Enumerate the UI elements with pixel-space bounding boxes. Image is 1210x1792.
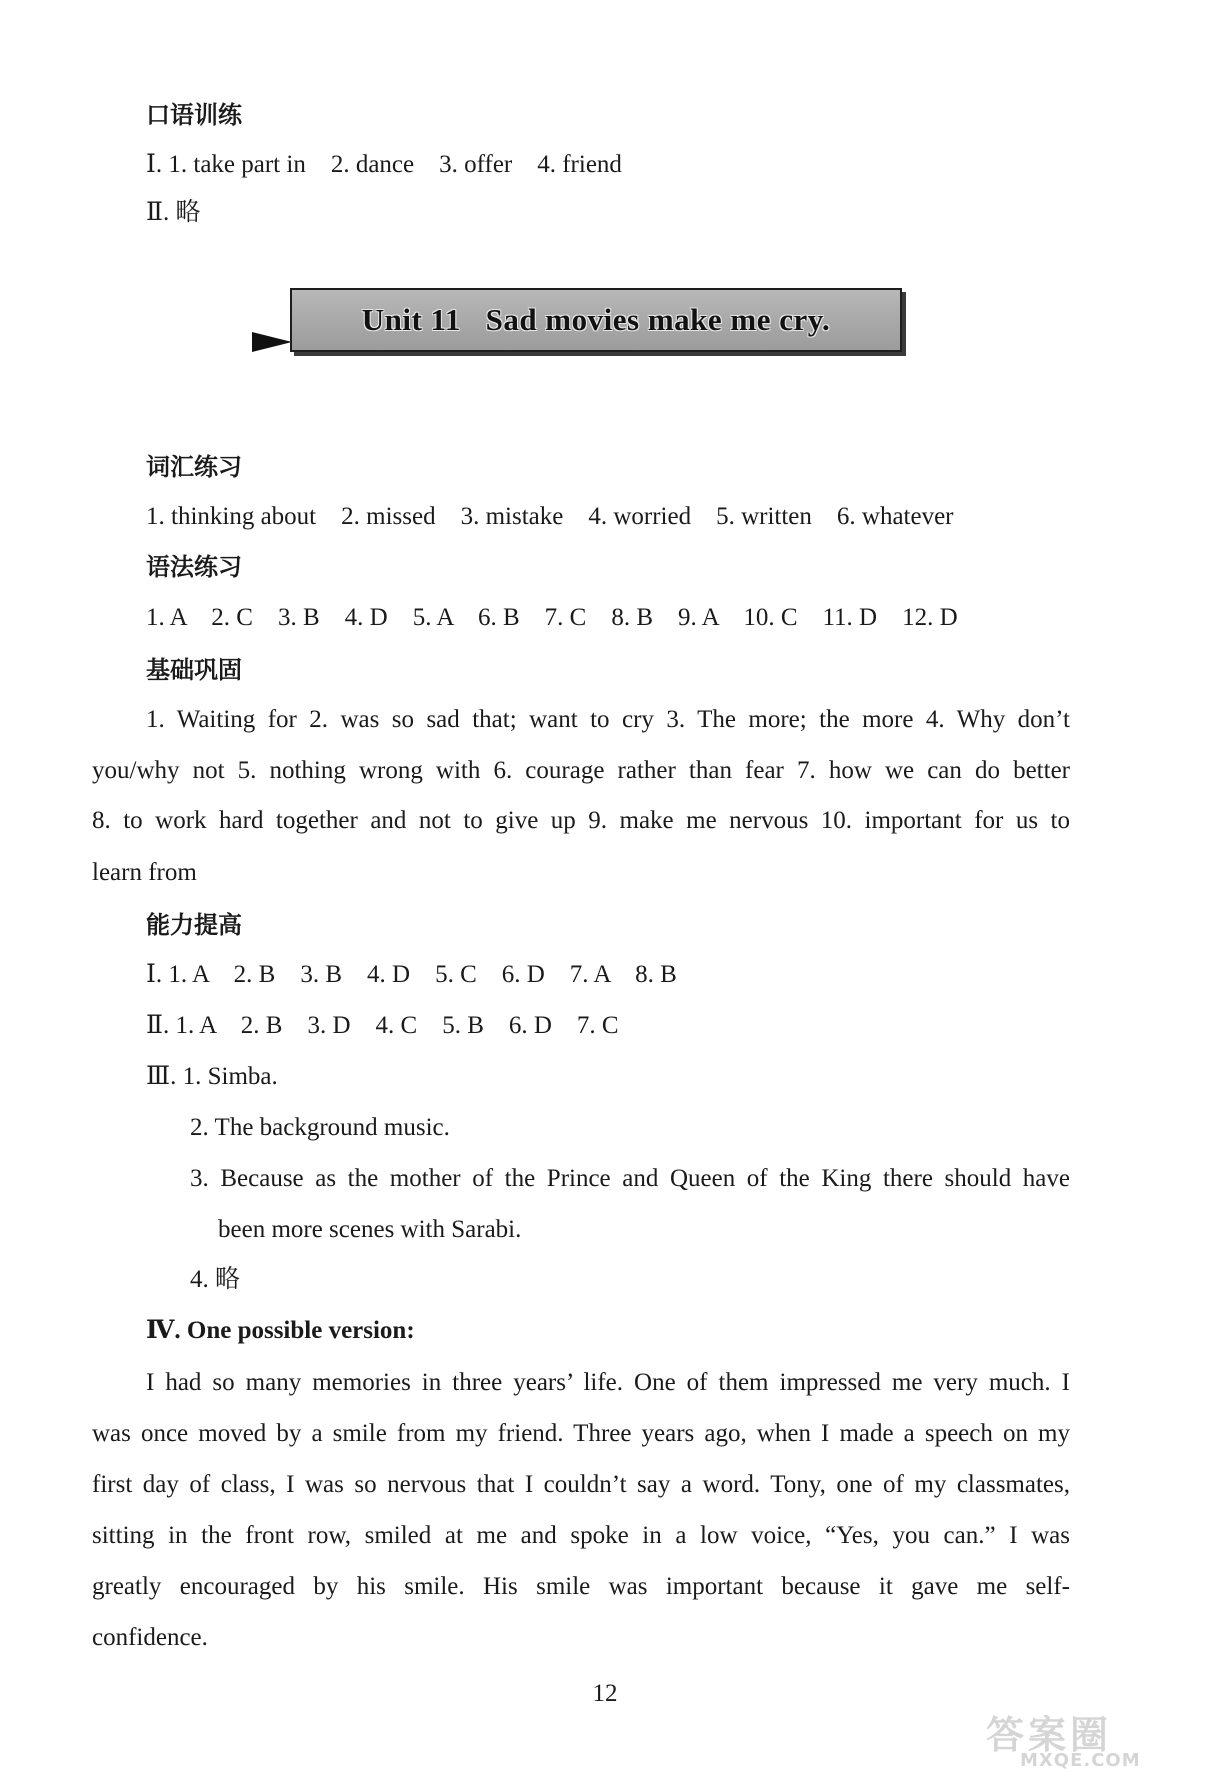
- ability-part3-q3-line1: 3. Because as the mother of the Prince and Queen of the King there should have: [190, 1165, 1070, 1192]
- ability-part3-q4: 4. 略: [190, 1266, 241, 1293]
- watermark-text: 答案圈: [986, 1713, 1113, 1757]
- unit-banner-box: [290, 288, 902, 352]
- section-heading-oral: 口语训练: [146, 101, 242, 129]
- ability-part1-answers: Ⅰ. 1. A 2. B 3. B 4. D 5. C 6. D 7. A 8. B: [146, 961, 677, 988]
- basics-line-2: you/why not 5. nothing wrong with 6. courage rather than fear 7. how we can do better: [92, 757, 1070, 784]
- essay-line-1: I had so many memories in three years’ life. One of them impressed me very much. I: [146, 1369, 1070, 1396]
- essay-line-5: greatly encouraged by his smile. His smile was important because it gave me self-: [92, 1573, 1070, 1600]
- section-heading-ability: 能力提高: [146, 911, 242, 939]
- watermark-logo: [986, 1704, 1186, 1774]
- section-heading-grammar: 语法练习: [146, 553, 242, 581]
- essay-line-2: was once moved by a smile from my friend. Three years ago, when I made a speech on my: [92, 1420, 1070, 1447]
- essay-line-3: first day of class, I was so nervous that I couldn’t say a word. Tony, one of my classmates,: [92, 1471, 1070, 1498]
- ability-part3-q2: 2. The background music.: [190, 1114, 450, 1141]
- vocab-answers: 1. thinking about 2. missed 3. mistake 4. worried 5. written 6. whatever: [146, 503, 954, 530]
- essay-line-6: confidence.: [92, 1624, 208, 1651]
- basics-line-4: learn from: [92, 859, 197, 886]
- banner-arrow-decoration: [252, 332, 292, 352]
- ability-part3-q1: Ⅲ. 1. Simba.: [146, 1063, 278, 1090]
- oral-answers-part2: Ⅱ. 略: [146, 199, 201, 226]
- grammar-answers: 1. A 2. C 3. B 4. D 5. A 6. B 7. C 8. B 9. A 10. C 11. D 12. D: [146, 604, 958, 631]
- basics-line-3: 8. to work hard together and not to give up 9. make me nervous 10. important for us to: [92, 807, 1070, 834]
- essay-line-4: sitting in the front row, smiled at me and spoke in a low voice, “Yes, you can.” I was: [92, 1522, 1070, 1549]
- unit-banner: [252, 288, 902, 354]
- unit-title: Unit 11 Sad movies make me cry.: [361, 302, 831, 337]
- page-number: 12: [592, 1680, 618, 1707]
- ability-part4-label: Ⅳ. One possible version:: [146, 1317, 415, 1344]
- watermark-url: MXQE.COM: [1020, 1750, 1141, 1771]
- ability-part3-q3-line2: been more scenes with Sarabi.: [218, 1216, 522, 1243]
- oral-answers-part1: Ⅰ. 1. take part in 2. dance 3. offer 4. friend: [146, 151, 622, 178]
- section-heading-basics: 基础巩固: [146, 656, 242, 684]
- basics-line-1: 1. Waiting for 2. was so sad that; want to cry 3. The more; the more 4. Why don’t: [146, 706, 1070, 733]
- section-heading-vocab: 词汇练习: [146, 453, 242, 481]
- ability-part2-answers: Ⅱ. 1. A 2. B 3. D 4. C 5. B 6. D 7. C: [146, 1012, 619, 1039]
